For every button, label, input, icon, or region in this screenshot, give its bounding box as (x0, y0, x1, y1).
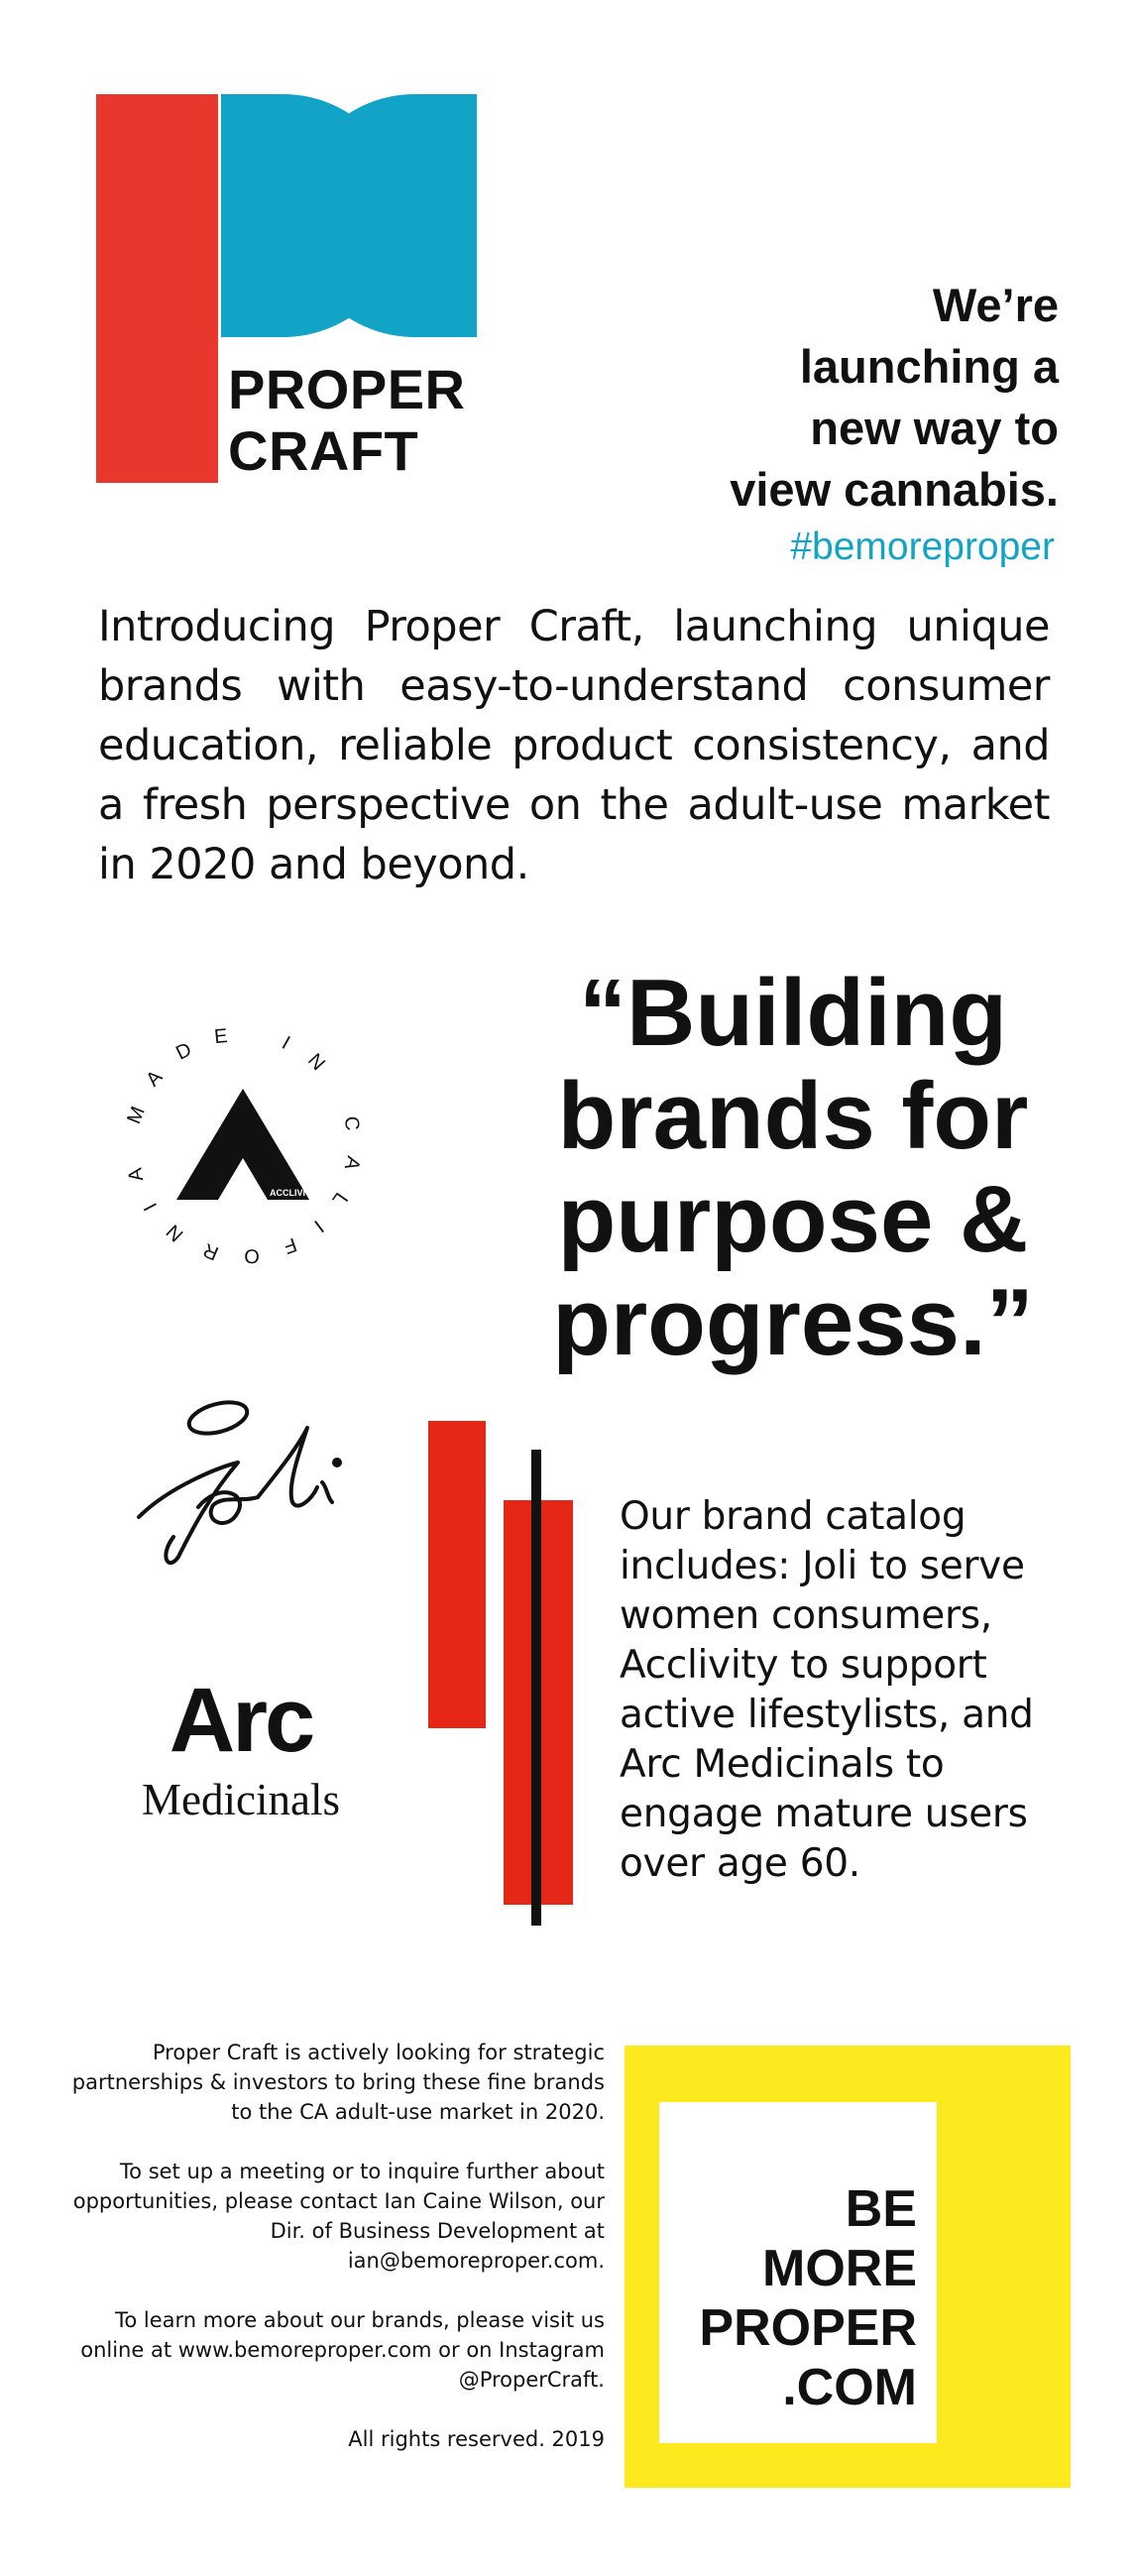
red-bar-left (428, 1421, 486, 1728)
intro-paragraph: Introducing Proper Craft, launching unique brands with easy-to-understand consumer education, reliable product consistency, and a fresh perspective on the adult-use market in 2020 and beyond. (98, 602, 1050, 889)
catalog-paragraph: Our brand catalog includes: Joli to serve women consumers, Acclivity to support active lifestylists, and Arc Medicinals to engage mature users over age 60. (620, 1494, 1034, 1886)
badge-brand: ACCLIVITY (270, 1188, 317, 1198)
headline-line1: We’re (932, 279, 1059, 331)
joli-logo-icon (129, 1388, 357, 1577)
logo-wordmark (228, 359, 466, 482)
footer-p4: All rights reserved. 2019 (348, 2427, 605, 2451)
acclivity-badge (119, 1021, 367, 1269)
headline-line2: launching a (799, 340, 1059, 393)
footer-p3: To learn more about our brands, please visit us online at www.bemoreproper.com or on Instagram @ProperCraft. (80, 2308, 605, 2392)
black-vertical-line (531, 1450, 541, 1926)
footer-text (69, 2038, 605, 2484)
headline-line4: view cannabis. (730, 463, 1059, 516)
pull-quote (515, 962, 1071, 1374)
arc-logo-top: Arc (169, 1670, 313, 1771)
footer-p2: To set up a meeting or to inquire further about opportunities, please contact Ian Caine Wilson, our Dir. of Business Development at ian@bemoreproper.com. (72, 2160, 605, 2273)
logo-blue-shape (221, 94, 477, 337)
cta-line2: MORE (762, 2240, 917, 2297)
cta-line4: .COM (782, 2359, 917, 2416)
headline-line3: new way to (810, 402, 1059, 454)
cta-line3: PROPER (699, 2299, 917, 2357)
badge-ring-text: MADE IN CALIFORNIA (120, 1022, 366, 1267)
hashtag: #bemoreproper (790, 526, 1055, 568)
cta-text[interactable] (654, 2179, 917, 2417)
quote-line2: brands for (557, 1063, 1029, 1169)
quote-line1: “Building (579, 960, 1007, 1066)
arc-logo-bottom: Medicinals (142, 1775, 340, 1824)
logo-word-line2: CRAFT (228, 419, 419, 482)
quote-line4: progress.” (552, 1269, 1034, 1375)
cta-line1: BE (845, 2180, 917, 2238)
headline (603, 275, 1059, 521)
logo-red-block (96, 94, 218, 483)
footer-p1: Proper Craft is actively looking for strategic partnerships & investors to bring these fine brands to the CA adult-use market in 2020. (71, 2041, 605, 2124)
quote-line3: purpose & (557, 1166, 1029, 1272)
logo-word-line1: PROPER (228, 358, 466, 420)
